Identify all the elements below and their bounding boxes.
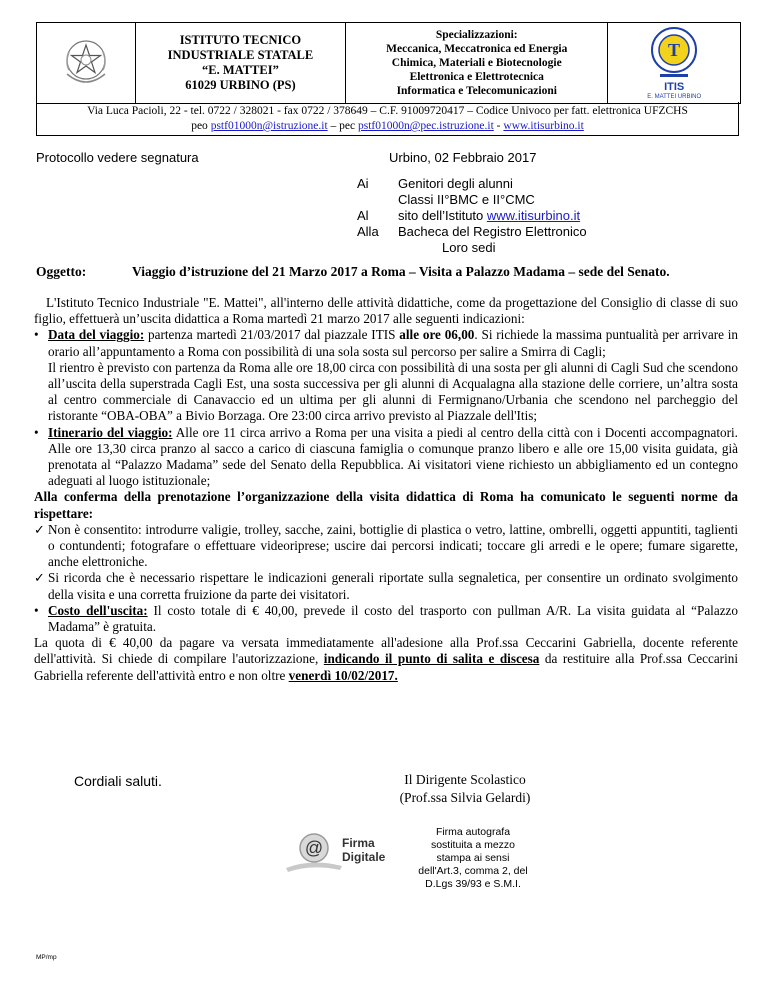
firma-note-line: Firma autografa: [435, 826, 511, 838]
departure-time: alle ore 06,00: [399, 327, 475, 343]
separator: -: [493, 120, 504, 132]
payment-highlight: indicando il punto di salita e discesa: [323, 651, 540, 667]
school-line: ISTITUTO TECNICO: [179, 33, 302, 47]
recipient-lines: [398, 176, 587, 256]
bullet-dot-icon: •: [34, 602, 39, 618]
firma-note-line: dell'Art.3, comma 2, del: [418, 865, 528, 877]
itinerary-text: [48, 425, 738, 490]
school-name-cell: [136, 23, 346, 103]
contact-line: [37, 119, 738, 134]
departure-title: Data del viaggio:: [48, 327, 145, 343]
recipient-site-text: sito dell’Istituto: [398, 208, 487, 223]
spec-line: Informatica e Telecomunicazioni: [396, 85, 557, 97]
closing-greeting: Cordiali saluti.: [74, 773, 162, 789]
specializations-cell: [346, 23, 608, 103]
itinerary-body: Alle ore 11 circa arrivo a Roma per una visita a piedi al centro della città con i Docenti accompagnatori. Alle ore 13,30 circa pranzo al sacco a carico di ciascuna famiglia o comunque pranzo libero e alle ore 15,00 visita guidata, già prenotata al “Palazzo Madama” sede del Senato della Repubblica. Ai visitatori viene richiesto un abbigliamento ed un contegno adeguati al luogo istituzionale;: [48, 424, 738, 489]
peo-label: peo: [191, 120, 211, 132]
recipient-prefix: Al: [357, 208, 369, 223]
firma-logo-line: Digitale: [342, 850, 386, 864]
recipient-site-link[interactable]: www.itisurbino.it: [486, 208, 581, 223]
svg-text:T: T: [668, 39, 681, 60]
website-link[interactable]: www.itisurbino.it: [503, 120, 584, 132]
subject-text: Viaggio d’istruzione del 21 Marzo 2017 a Roma – Visita a Palazzo Madama – sede del Senato.: [132, 264, 670, 279]
spec-line: Chimica, Materiali e Biotecnologie: [391, 57, 562, 69]
payment-deadline: venerdì 10/02/2017.: [288, 667, 398, 683]
firma-note: [410, 826, 536, 891]
confirmation-heading: Alla conferma della prenotazione l’organizzazione della visita didattica di Roma ha comunicato le seguenti norme da rispettare:: [34, 489, 738, 521]
return-text: Il rientro è previsto con partenza da Roma alle ore 18,00 circa con possibilità di una sosta per gli alunni di Cagli Sud che scendono all’uscita della superstrada Cagli Est, una sosta successiva per gli alunni di Acqualagna alla stazione delle corriere, un’altra sosta al centro commerciale di Canavaccio ed un ultima per gli alunni di Fermignano/Urbania che scendono nel parcheggio del ristorante “OBA-OBA” a Bivio Borzaga. Ore 23:00 circa arrivo previsto al Piazzale dell'Itis;: [48, 359, 738, 424]
rule-text: Si ricorda che è necessario rispettare le indicazioni generali riportate sulla segnaletica, per consentire un ordinato svolgimento della visita e una corretta fruizione da parte dei visitatori.: [48, 570, 738, 602]
itinerary-title: Itinerario del viaggio:: [48, 424, 173, 440]
school-line: “E. MATTEI”: [201, 63, 279, 77]
emblem-cell: [37, 23, 136, 103]
recipient-line: Classi II°BMC e II°CMC: [398, 192, 535, 207]
itis-logo-cell: [608, 23, 740, 103]
pec-label: – pec: [327, 120, 358, 132]
cost-body: Il costo totale di € 40,00, prevede il costo del trasporto con pullman A/R. La visita guidata al “Palazzo Madama” è gratuita.: [48, 602, 738, 635]
subject-label: Oggetto:: [36, 264, 87, 279]
payment-part: La quota di € 40,00 da pagare va versata immediatamente all'adesione alla Prof.ssa Ceccarini Gabriella, docente referente dell'attività. Si chiede di compilare l'autorizzazione,: [34, 635, 738, 667]
signer-role: Il Dirigente Scolastico: [404, 772, 526, 787]
pec-email-link[interactable]: pstf01000n@pec.istruzione.it: [358, 120, 494, 132]
cost-text: [48, 603, 738, 635]
cost-title: Costo dell'uscita:: [48, 602, 148, 618]
intro-paragraph: L'Istituto Tecnico Industriale "E. Mattei", all'interno delle attività didattiche, come da progettazione del Consiglio di classe di suo figlio, effettuerà un’uscita didattica a Roma martedì 21 marzo 2017 alle seguenti indicazioni:: [34, 295, 738, 327]
address-line: Via Luca Pacioli, 22 - tel. 0722 / 328021 - fax 0722 / 378649 – C.F. 91009720417 – Codice Univoco per fatt. elettronica UFZCHS: [87, 105, 688, 117]
spec-line: Specializzazioni:: [435, 29, 518, 41]
recipient-prefix: [357, 192, 379, 208]
itis-logo-subtext: E. MATTEI URBINO: [647, 93, 702, 100]
recipient-line: [398, 208, 587, 224]
firma-note-line: D.Lgs 39/93 e S.M.I.: [425, 878, 521, 890]
spec-line: Meccanica, Meccatronica ed Energia: [386, 43, 568, 55]
svg-text:@: @: [304, 838, 324, 858]
italian-emblem-icon: [59, 34, 113, 92]
rule-text: Non è consentito: introdurre valigie, trolley, sacche, zaini, bottiglie di plastica o vetro, lattine, ombrelli, oggetti appuntiti, taglienti o contundenti; fotografare o effettuare videoriprese; uscire dai percorsi indicati; toccare gli arredi e le opere; fumare sigarette, anche elettroniche.: [48, 521, 738, 570]
letter-body: [34, 295, 738, 684]
protocol-text: Protocollo vedere segnatura: [36, 150, 199, 165]
letterhead: [36, 22, 741, 104]
departure-text: [48, 327, 738, 359]
firma-logo-line: Firma: [342, 836, 375, 850]
departure-part: . Si richiede la massima puntualità per arrivare in orario all’appuntamento a Roma con possibilità di una sola sosta sul percorso per salire a Smirra di Cagli;: [48, 327, 738, 359]
recipient-prefix: Ai: [357, 176, 369, 191]
school-line: INDUSTRIALE STATALE: [167, 48, 314, 62]
footer-initials: MP/mp: [36, 954, 57, 961]
recipient-prefix: Alla: [357, 224, 379, 239]
itis-logo-text: ITIS: [664, 80, 685, 93]
peo-email-link[interactable]: pstf01000n@istruzione.it: [210, 120, 328, 132]
rule-item: [34, 522, 738, 571]
departure-part: partenza martedì 21/03/2017 dal piazzale ITIS: [144, 327, 400, 343]
address-block: [36, 102, 739, 136]
spec-line: Elettronica e Elettrotecnica: [409, 71, 544, 83]
rule-item: [34, 570, 738, 602]
firma-digitale-logo: [282, 828, 402, 874]
recipient-prefixes: [357, 176, 379, 240]
payment-paragraph: [34, 635, 738, 684]
subject-line: [36, 264, 670, 280]
bullet-itinerary: [34, 425, 738, 490]
school-line: 61029 URBINO (PS): [185, 78, 296, 92]
checkmark-icon: ✓: [34, 521, 46, 537]
bullet-dot-icon: •: [34, 424, 39, 440]
recipient-line: Loro sedi: [442, 240, 496, 255]
recipient-line: Bacheca del Registro Elettronico: [398, 224, 587, 239]
bullet-dot-icon: •: [34, 327, 39, 343]
bullet-departure: [34, 327, 738, 424]
payment-part: da restituire alla Prof.ssa Ceccarini Gabriella referente dell'attività entro e non oltre: [34, 651, 738, 683]
bullet-cost: [34, 603, 738, 635]
recipient-line: Genitori degli alunni: [398, 176, 513, 191]
firma-note-line: stampa ai sensi: [436, 852, 510, 864]
firma-note-line: sostituita a mezzo: [430, 839, 516, 851]
signer-name: (Prof.ssa Silvia Gelardi): [399, 790, 531, 805]
itis-logo-icon: [642, 26, 706, 82]
firma-logo-text: [342, 836, 385, 864]
date-text: Urbino, 02 Febbraio 2017: [389, 150, 537, 165]
checkmark-icon: ✓: [34, 570, 46, 586]
signature-block: [350, 771, 580, 807]
